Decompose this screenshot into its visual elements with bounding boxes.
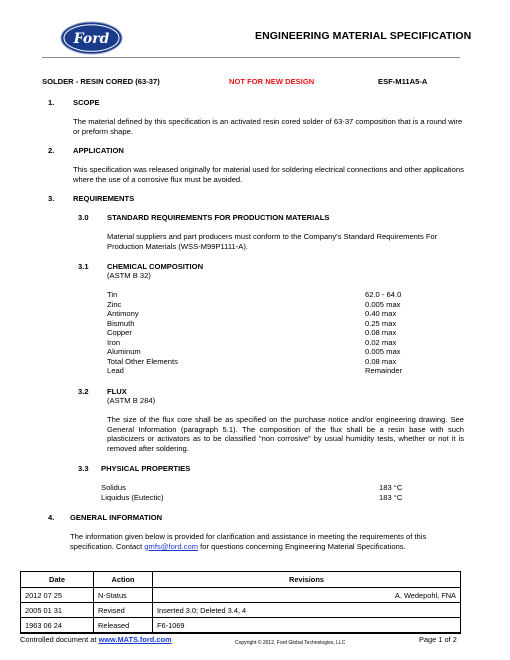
page-number: Page 1 of 2 [419,635,457,644]
element-name: Antimony [107,309,139,319]
section-number: 1. [48,98,55,107]
property-name: Liquidus (Eutectic) [101,492,164,502]
property-value: 183 °C [379,483,403,492]
element-name: Lead [107,366,124,376]
revision-date: 1963 06 24 [21,618,94,633]
composition-row [107,300,427,310]
property-row [101,493,427,503]
composition-row [107,309,427,319]
revision-row [21,618,461,633]
revision-date: 2005 01 31 [21,603,94,618]
revision-date: 2012 07 25 [21,588,94,603]
subsection-number: 3.2 [78,387,89,396]
composition-row [107,328,427,338]
section-number: 4. [48,513,55,522]
revision-header-row [21,572,461,588]
revisions-column-header: Revisions [153,572,461,588]
mats-link[interactable]: www.MATS.ford.com [98,635,172,644]
contact-email-link[interactable]: gmfs@ford.com [144,541,199,551]
subsection-title-chemical-composition: CHEMICAL COMPOSITION [107,262,204,271]
revision-action: Revised [94,603,153,618]
revision-description: F6-1069 [153,618,333,633]
revision-row [21,588,461,603]
application-text: This specification was released originally for material used for soldering electrical connections and other applications where the use of a corrosive flux must be avoided. [73,165,464,184]
element-value: 0.25 max [365,318,397,328]
subsection-title-physical-properties: PHYSICAL PROPERTIES [101,464,191,473]
property-value: 183 °C [379,492,403,502]
section-number: 2. [48,146,55,155]
composition-row [107,347,427,357]
composition-row [107,357,427,367]
element-value: Remainder [365,366,403,376]
date-column-header: Date [21,572,94,588]
element-value: 0.08 max [365,328,397,338]
scope-text: The material defined by this specification is an activated resin cored solder of 63-37 composition that is a round wire or preform shape. [73,117,463,136]
revision-action: Released [94,618,153,633]
subsection-number: 3.0 [78,213,89,222]
composition-row [107,366,427,376]
element-value: 0.005 max [365,347,401,357]
section-title-requirements: REQUIREMENTS [73,194,135,203]
element-value: 0.005 max [365,299,401,309]
section-title-general-information: GENERAL INFORMATION [70,513,163,522]
subsection-title-flux: FLUX [107,387,127,396]
element-name: Zinc [107,299,122,309]
astm-reference: (ASTM B 32) [107,271,151,280]
subsection-number: 3.3 [78,464,89,473]
subsection-title-standard-requirements: STANDARD REQUIREMENTS FOR PRODUCTION MATERIALS [107,213,330,222]
ford-logo [60,21,123,55]
general-information-text: The information given below is provided for clarification and assistance in meeting the requirements of this specification. Contact gmfs@ford.com for questions concerning Engineering Material Specifications. [70,532,427,551]
header-divider [42,57,460,58]
material-name: SOLDER - RESIN CORED (63-37) [42,77,160,86]
element-name: Aluminum [107,347,141,357]
revision-action: N-Status [94,588,153,603]
spec-number: ESF-M11A5-A [378,77,428,86]
document-title: ENGINEERING MATERIAL SPECIFICATION [255,30,472,42]
element-value: 0.08 max [365,356,397,366]
element-name: Bismuth [107,318,135,328]
revision-row [21,603,461,618]
element-name: Tin [107,290,118,299]
element-name: Copper [107,328,132,338]
revision-table [20,571,461,633]
standard-requirements-text: Material suppliers and part producers must conform to the Company's Standard Requirements For Production Materials (WSS-M99P1111-A). [107,232,438,251]
property-name: Solidus [101,483,126,492]
action-column-header: Action [94,572,153,588]
section-number: 3. [48,194,55,203]
section-title-application: APPLICATION [73,146,124,155]
composition-row [107,290,427,300]
chemical-composition-table [107,290,427,376]
property-row [101,483,427,493]
revision-description [153,588,333,603]
revision-author [332,618,460,633]
flux-text: The size of the flux core shall be as specified on the purchase notice and/or engineering drawing. See General Information (paragraph 5.1). The composition of the flux shall be a resin base with such plasticizers or activators as to be classified "non corrosive" by usual humidity tests, whether or not it is removed after soldering. [107,415,464,453]
subsection-number: 3.1 [78,262,89,271]
revision-author: A. Wedepohl, FNA [332,588,460,603]
footer-divider [20,633,461,634]
controlled-document-note: Controlled document at www.MATS.ford.com [20,635,172,644]
revision-author [332,603,460,618]
physical-properties-table [101,483,427,502]
element-value: 0.02 max [365,337,397,347]
revision-description: Inserted 3.0; Deleted 3.4, 4 [153,603,333,618]
ford-logo-text: Ford [73,31,110,47]
composition-row [107,319,427,329]
copyright-notice: Copyright © 2012, Ford Global Technologies, LLC [235,640,346,646]
element-name: Total Other Elements [107,356,178,366]
astm-reference: (ASTM B 284) [107,396,156,405]
element-value: 0.40 max [365,309,397,319]
element-name: Iron [107,337,121,347]
design-status: NOT FOR NEW DESIGN [229,77,315,86]
element-value: 62.0 - 64.0 [365,290,402,299]
section-title-scope: SCOPE [73,98,100,107]
composition-row [107,338,427,348]
